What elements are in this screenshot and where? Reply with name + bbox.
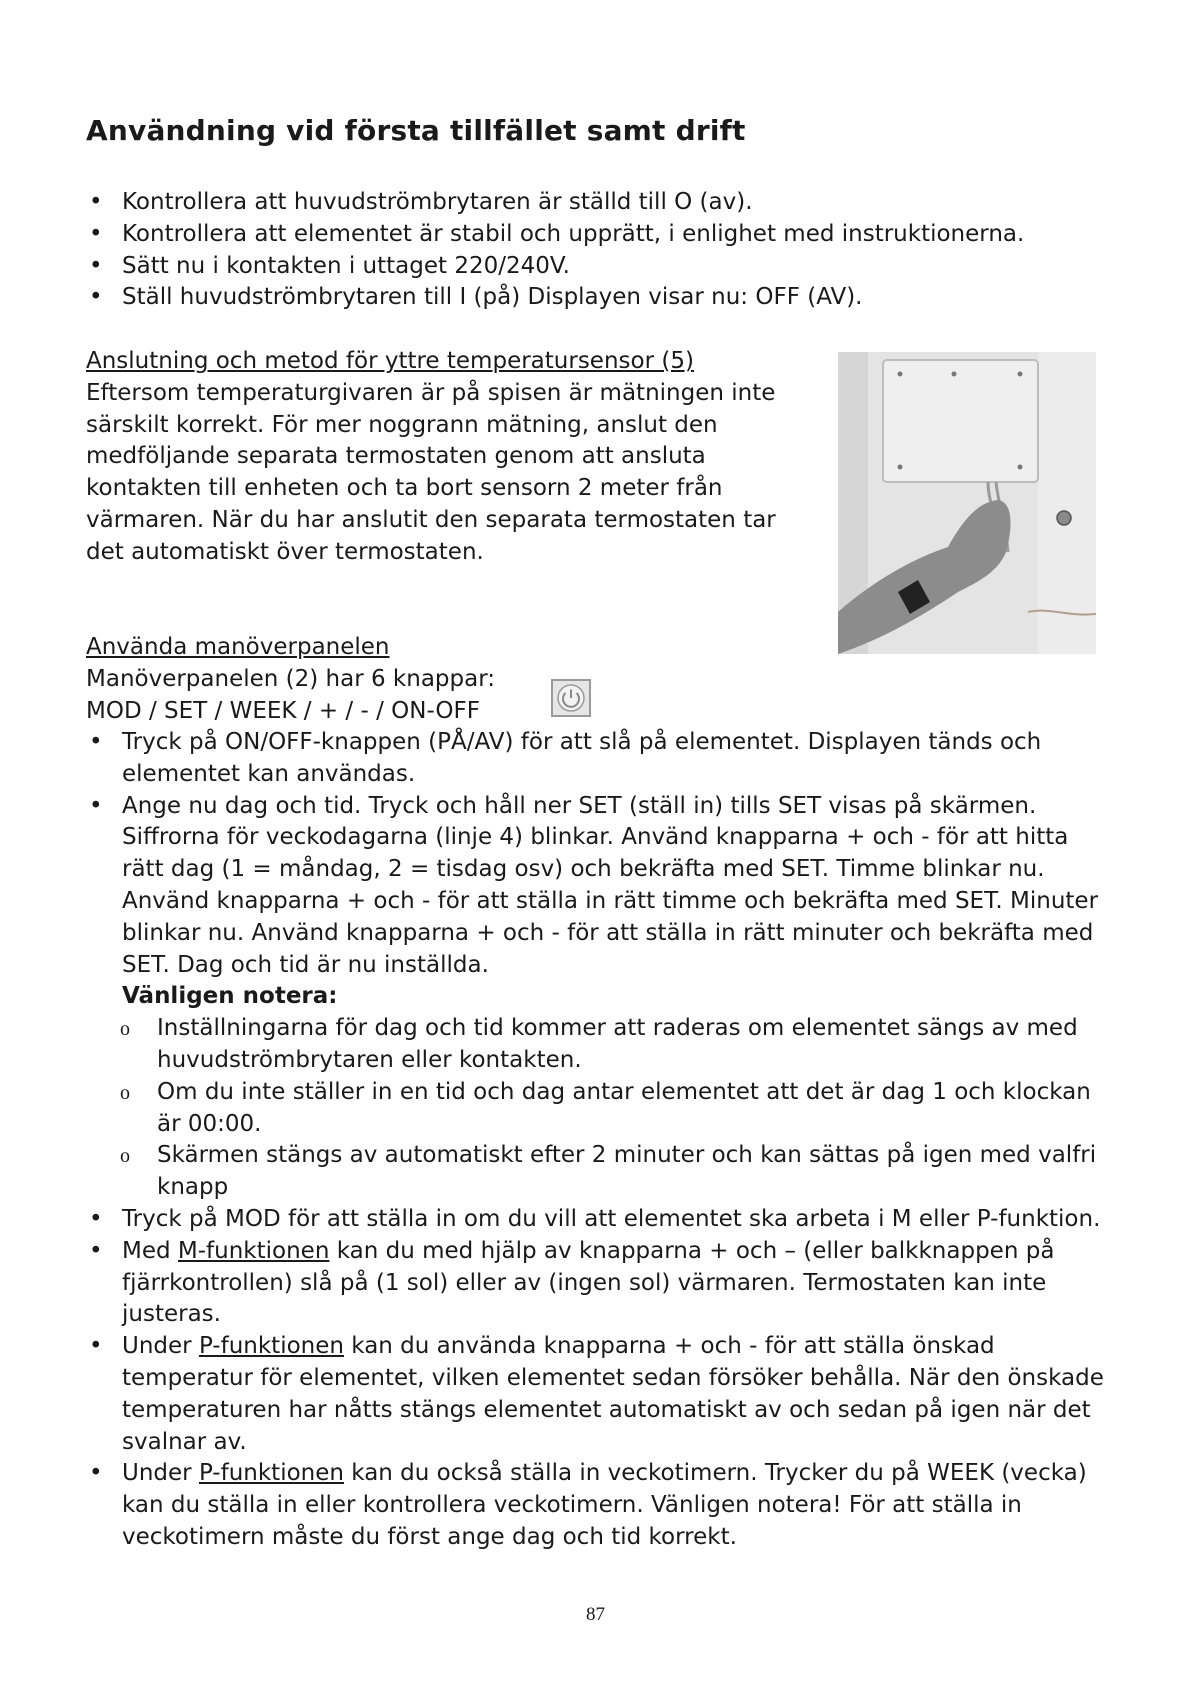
paragraph-line: Manöverpanelen (2) har 6 knappar: (86, 665, 496, 692)
list-item: • Kontrollera att elementet är stabil och upprätt, i enlighet med instruktionerna. (86, 219, 1116, 251)
text-run: kan du också ställa in veckotimern. Trycker du på WEEK (vecka) kan du ställa in eller kontrollera veckotimern. Vänligen notera! För att ställa in veckotimern måste du först ange dag och tid korrekt. (122, 1460, 1087, 1550)
note-sublist (122, 1013, 1116, 1204)
text-run: Under (122, 1460, 199, 1487)
list-item: • Ställ huvudströmbrytaren till I (på) Displayen visar nu: OFF (AV). (86, 282, 1116, 314)
list-item (86, 1331, 1116, 1458)
p-function-term: P-funktionen (198, 1333, 344, 1360)
page-title: Användning vid första tillfället samt drift (86, 114, 746, 147)
m-function-term: M-funktionen (177, 1237, 330, 1264)
sensor-heading: Anslutning och metod för yttre temperatursensor (5) (86, 348, 694, 374)
control-panel-heading: Använda manöverpanelen (86, 634, 390, 660)
paragraph-line: Eftersom temperaturgivaren är på spisen är mätningen inte (86, 379, 776, 406)
control-panel-section (86, 632, 546, 727)
text-run: Under (122, 1333, 199, 1360)
paragraph-line: kontakten till enheten och ta bort sensorn 2 meter från (86, 475, 723, 502)
photo-illustration (838, 352, 1096, 654)
sub-list-item: o Inställningarna för dag och tid kommer att raderas om elementet sängs av med huvudströmbrytaren eller kontakten. (122, 1013, 1116, 1077)
list-item: • Tryck på MOD för att ställa in om du vill att elementet ska arbeta i M eller P-funktion. (86, 1204, 1116, 1236)
note-label: Vänligen notera: (122, 983, 338, 1010)
list-item: • Tryck på ON/OFF-knappen (PÅ/AV) för att slå på elementet. Displayen tänds och elementet kan användas. (86, 727, 1116, 791)
list-item (86, 791, 1116, 1204)
list-item: • Kontrollera att huvudströmbrytaren är ställd till O (av). (86, 187, 1116, 219)
paragraph-line: medföljande separata termostaten genom att ansluta (86, 443, 706, 470)
instructions-bullet-list (86, 727, 1116, 1554)
power-icon (553, 681, 589, 715)
list-item (86, 1236, 1116, 1331)
intro-bullet-list (86, 187, 1116, 314)
paragraph-line: värmaren. När du har anslutit den separata termostaten tar (86, 506, 776, 533)
paragraph-line: MOD / SET / WEEK / + / - / ON-OFF (86, 697, 480, 724)
p-function-term: P-funktionen (198, 1460, 344, 1487)
sub-list-item: o Om du inte ställer in en tid och dag antar elementet att det är dag 1 och klockan är 00:00. (122, 1077, 1116, 1141)
sensor-installation-photo (838, 352, 1096, 654)
text-run: Med (122, 1237, 178, 1264)
text-run: kan du med hjälp av knapparna + och – (eller balkknappen på fjärrkontrollen) slå på (1 sol) eller av (ingen sol) värmaren. Termostaten kan inte justeras. (122, 1237, 1055, 1328)
sub-list-item: o Skärmen stängs av automatiskt efter 2 minuter och kan sättas på igen med valfri knapp (122, 1140, 1116, 1204)
list-item: • Sätt nu i kontakten i uttaget 220/240V. (86, 251, 1116, 283)
paragraph-line: särskilt korrekt. För mer noggrann mätning, anslut den (86, 411, 718, 438)
paragraph-line: det automatiskt över termostaten. (86, 538, 484, 565)
power-button-icon (551, 679, 591, 717)
sensor-section (86, 346, 826, 569)
list-item-text: • Ange nu dag och tid. Tryck och håll ner SET (ställ in) tills SET visas på skärmen. Siffrorna för veckodagarna (linje 4) blinkar. Använd knapparna + och - för att hitta rätt dag (1 = måndag, 2 = tisdag osv) och bekräfta med SET. Timme blinkar nu. Använd knapparna + och - för att ställa in rätt timme och bekräfta med SET. Minuter blinkar nu. Använd knapparna + och - för att ställa in rätt minuter och bekräfta med SET. Dag och tid är nu inställda. (122, 792, 1099, 978)
page-number: 87 (586, 1604, 605, 1625)
text-run: kan du använda knapparna + och - för att ställa önskad temperatur för elementet, vilken elementet sedan försöker behålla. När den önskade temperaturen har nåtts stängs elementet automatiskt av och sedan på igen när det svalnar av. (122, 1333, 1104, 1455)
list-item (86, 1458, 1116, 1553)
